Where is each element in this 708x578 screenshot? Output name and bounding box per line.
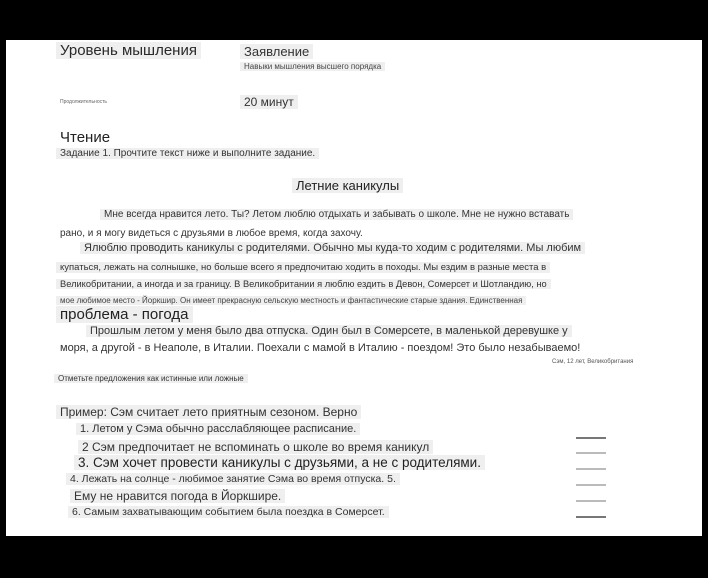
text-line: Ялюблю проводить каникулы с родителями. Обычно мы куда-то ходим с родителями. Мы любим — [80, 242, 585, 254]
text-line: Мне всегда нравится лето. Ты? Летом люблю отдыхать и забывать о школе. Мне не нужно вставать — [100, 209, 573, 220]
statement-item-4: 4. Лежать на солнце - любимое занятие Сэма во время отпуска. 5. — [66, 473, 400, 485]
text-line: моря, а другой - в Неаполе, в Италии. Поехали с мамой в Италию - поездом! Это было незабываемо! — [60, 342, 581, 354]
skills-text: Навыки мышления высшего порядка — [240, 62, 385, 71]
text-line: рано, и я могу видеться с друзьями в любое время, когда захочу. — [60, 228, 363, 239]
level-label: Уровень мышления — [56, 42, 201, 59]
answer-blank-6[interactable] — [576, 516, 606, 518]
statement-label: Заявление — [240, 44, 313, 59]
worksheet-page — [6, 40, 702, 536]
duration-label: Продолжительность — [60, 99, 107, 105]
statement-item-6: 6. Самым захватывающим событием была поездка в Сомерсет. — [68, 506, 389, 518]
task-instruction: Задание 1. Прочтите текст ниже и выполните задание. — [56, 148, 319, 159]
answer-blank-5[interactable] — [576, 500, 606, 502]
statement-item-2: 2 Сэм предпочитает не вспоминать о школе во время каникул — [78, 440, 433, 454]
text-line: мое любимое место - Йоркшир. Он имеет прекрасную сельскую местность и фантастические старые здания. Единственная — [56, 296, 526, 305]
text-line: Прошлым летом у меня было два отпуска. Один был в Сомерсете, в маленькой деревушке у — [86, 325, 572, 337]
exercise-instruction: Отметьте предложения как истинные или ложные — [54, 374, 248, 383]
answer-blank-2[interactable] — [576, 452, 606, 454]
example-sentence: Пример: Сэм считает лето приятным сезоном. Верно — [56, 405, 361, 419]
section-title: Чтение — [60, 129, 111, 146]
text-title: Летние каникулы — [292, 178, 403, 193]
signature: Сэм, 12 лет, Великобритания — [552, 359, 634, 365]
answer-blank-3[interactable] — [576, 468, 606, 470]
statement-item-1: 1. Летом у Сэма обычно расслабляющее расписание. — [76, 423, 360, 435]
text-line: проблема - погода — [56, 306, 193, 323]
statement-item-3: 3. Сэм хочет провести каникулы с друзьями, а не с родителями. — [74, 455, 485, 470]
text-line: Великобритании, а иногда и за границу. В Великобритании я люблю ездить в Девон, Сомерсет и Шотландию, но — [56, 279, 551, 289]
text-line: купаться, лежать на солнышке, но больше всего я предпочитаю ходить в походы. Мы ездим в разные места в — [56, 262, 550, 273]
answer-blank-4[interactable] — [576, 484, 606, 486]
answer-blank-1[interactable] — [576, 437, 606, 439]
statement-item-5: Ему не нравится погода в Йоркшире. — [70, 489, 285, 503]
duration-value: 20 минут — [240, 95, 298, 109]
